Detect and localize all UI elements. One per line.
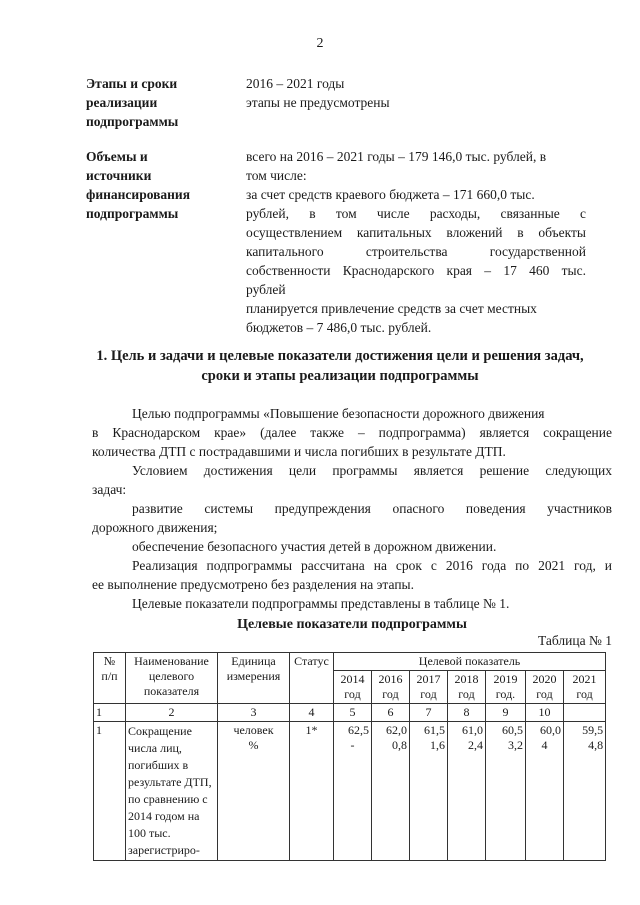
- header-text: измерения: [226, 669, 281, 683]
- value: 62,5: [348, 723, 369, 737]
- column-number: 8: [448, 704, 486, 722]
- row-name-line: по сравнению с: [128, 792, 208, 806]
- paragraph-condition: [92, 461, 612, 499]
- header-year: [372, 671, 410, 704]
- year-text: 2020: [532, 672, 557, 686]
- paragraph-line: Целевые показатели подпрограммы представлены в таблице № 1.: [132, 596, 510, 611]
- paragraph-task-1: [92, 499, 612, 537]
- value-line: рублей, в том числе расходы, связанные с: [246, 206, 586, 221]
- year-suffix: год: [536, 687, 553, 701]
- column-number: 1: [94, 704, 126, 722]
- unit-percent: %: [248, 738, 259, 752]
- paragraph-line: задач:: [92, 482, 127, 497]
- column-number: 9: [486, 704, 526, 722]
- row-name-line: погибших в: [128, 758, 189, 772]
- row-name-line: зарегистриро-: [128, 843, 200, 857]
- row-value-2014: [334, 722, 372, 861]
- year-suffix: год: [420, 687, 437, 701]
- value: 59,5: [582, 723, 604, 737]
- year-text: 2018: [454, 672, 479, 686]
- row-name-line: 2014 годом на: [128, 809, 200, 823]
- value-line: бюджетов – 7 486,0 тыс. рублей.: [246, 320, 432, 335]
- value-line: этапы не предусмотрены: [246, 95, 390, 110]
- paragraph-term: [92, 556, 612, 594]
- year-suffix: год: [458, 687, 475, 701]
- targets-table: [93, 652, 606, 861]
- paragraph-line: в Краснодарском крае» (далее также – подпрограмма) является сокращение: [92, 425, 612, 440]
- passport-label-funding: [86, 147, 236, 223]
- row-value-2021: [564, 722, 606, 861]
- paragraph-line: ее выполнение предусмотрено без разделения на этапы.: [92, 577, 414, 592]
- value-line: собственности Краснодарского края – 17 460 тыс.: [246, 263, 586, 278]
- row-name-line: числа лиц,: [128, 741, 182, 755]
- paragraph-goal: [92, 404, 612, 461]
- row-value-2018: [448, 722, 486, 861]
- passport-value-stages: [246, 74, 586, 112]
- column-number: 4: [290, 704, 334, 722]
- paragraph-task-2: [92, 537, 612, 556]
- row-name-line: результате ДТП,: [128, 775, 212, 789]
- passport-label-stages: [86, 74, 236, 131]
- header-target: Целевой показатель: [334, 653, 606, 671]
- page-number: 2: [316, 36, 324, 51]
- header-name: [126, 653, 218, 704]
- value-line: за счет средств краевого бюджета – 171 660,0 тыс.: [246, 187, 535, 202]
- header-text: Наименование: [134, 654, 209, 668]
- value: 2,4: [468, 738, 483, 752]
- row-value-2019: [486, 722, 526, 861]
- column-number: 3: [218, 704, 290, 722]
- paragraph-line: обеспечение безопасного участия детей в дорожном движении.: [132, 539, 497, 554]
- row-name: [126, 722, 218, 861]
- label-line: финансирования: [86, 187, 191, 202]
- row-num: 1: [94, 722, 126, 861]
- value: 61,5: [424, 723, 445, 737]
- paragraph-line: развитие системы предупреждения опасного поведения участников: [132, 501, 612, 516]
- value-line: рублей: [246, 282, 286, 297]
- column-number: 5: [334, 704, 372, 722]
- row-value-2016: [372, 722, 410, 861]
- paragraph-line: Целью подпрограммы «Повышение безопасности дорожного движения: [132, 406, 545, 421]
- passport-value-funding: [246, 147, 586, 337]
- value: 1,6: [430, 738, 445, 752]
- column-number: 10: [526, 704, 564, 722]
- year-text: 2021: [572, 672, 597, 686]
- paragraph-line: дорожного движения;: [92, 520, 218, 535]
- header-year: [410, 671, 448, 704]
- value: 62,0: [386, 723, 407, 737]
- header-text: №: [103, 654, 116, 668]
- year-text: 2019: [493, 672, 518, 686]
- value: 0,8: [392, 738, 407, 752]
- year-text: 2017: [416, 672, 441, 686]
- value: 4,8: [588, 738, 604, 752]
- header-status: Статус: [290, 653, 334, 704]
- year-suffix: год: [382, 687, 399, 701]
- row-value-2020: [526, 722, 564, 861]
- value-line: том числе:: [246, 168, 307, 183]
- header-year: [486, 671, 526, 704]
- column-number: [564, 704, 606, 722]
- row-value-2017: [410, 722, 448, 861]
- header-text: показателя: [143, 684, 200, 698]
- table-title: Целевые показатели подпрограммы: [237, 617, 467, 632]
- column-number: 6: [372, 704, 410, 722]
- label-line: Этапы и сроки: [86, 76, 178, 91]
- header-year: [564, 671, 606, 704]
- value: 3,2: [508, 738, 523, 752]
- column-number: 7: [410, 704, 448, 722]
- row-name-line: Сокращение: [128, 724, 192, 738]
- year-suffix: год.: [495, 687, 516, 701]
- paragraph-line: Реализация подпрограммы рассчитана на срок с 2016 года по 2021 год, и: [132, 558, 612, 573]
- year-text: 2014: [340, 672, 365, 686]
- paragraph-line: количества ДТП с пострадавшими и числа погибших в результате ДТП.: [92, 444, 506, 459]
- value-line: капитального строительства государственной: [246, 244, 586, 259]
- header-text: Единица: [231, 654, 276, 668]
- row-unit: [218, 722, 290, 861]
- passport-row-funding: [86, 147, 606, 335]
- year-suffix: год: [344, 687, 361, 701]
- year-text: 2016: [378, 672, 403, 686]
- year-suffix: год: [576, 687, 593, 701]
- column-number: 2: [126, 704, 218, 722]
- header-year: [448, 671, 486, 704]
- table-column-numbers-row: [94, 704, 606, 722]
- row-status: 1*: [290, 722, 334, 861]
- passport-row-stages: [86, 74, 606, 134]
- value-line: всего на 2016 – 2021 годы – 179 146,0 тыс. рублей, в: [246, 149, 547, 164]
- label-line: источники: [86, 168, 152, 183]
- value-line: планируется привлечение средств за счет местных: [246, 301, 537, 316]
- header-year: [334, 671, 372, 704]
- table-row: [94, 722, 606, 861]
- header-num: [94, 653, 126, 704]
- unit-people: человек: [233, 723, 274, 737]
- table-caption: Таблица № 1: [538, 633, 612, 648]
- section-title-line: сроки и этапы реализации подпрограммы: [201, 368, 479, 384]
- value: -: [350, 738, 355, 752]
- value: 4: [541, 738, 548, 752]
- header-unit: [218, 653, 290, 704]
- paragraph-indicators: [92, 594, 612, 613]
- table-header-row: [94, 653, 606, 671]
- header-text: п/п: [101, 669, 118, 683]
- value-line: 2016 – 2021 годы: [246, 76, 345, 91]
- value-line: осуществлением капитальных вложений в объекты: [246, 225, 586, 240]
- row-name-line: 100 тыс.: [128, 826, 171, 840]
- value: 61,0: [462, 723, 483, 737]
- label-line: подпрограммы: [86, 206, 179, 221]
- value: 60,5: [502, 723, 523, 737]
- header-year: [526, 671, 564, 704]
- label-line: Объемы и: [86, 149, 148, 164]
- paragraph-line: Условием достижения цели программы является решение следующих: [132, 463, 612, 478]
- section-title-line: 1. Цель и задачи и целевые показатели достижения цели и решения задач,: [96, 348, 584, 364]
- label-line: реализации: [86, 95, 158, 110]
- header-text: целевого: [148, 669, 195, 683]
- label-line: подпрограммы: [86, 114, 179, 129]
- value: 60,0: [540, 723, 561, 737]
- section-title: [70, 346, 610, 386]
